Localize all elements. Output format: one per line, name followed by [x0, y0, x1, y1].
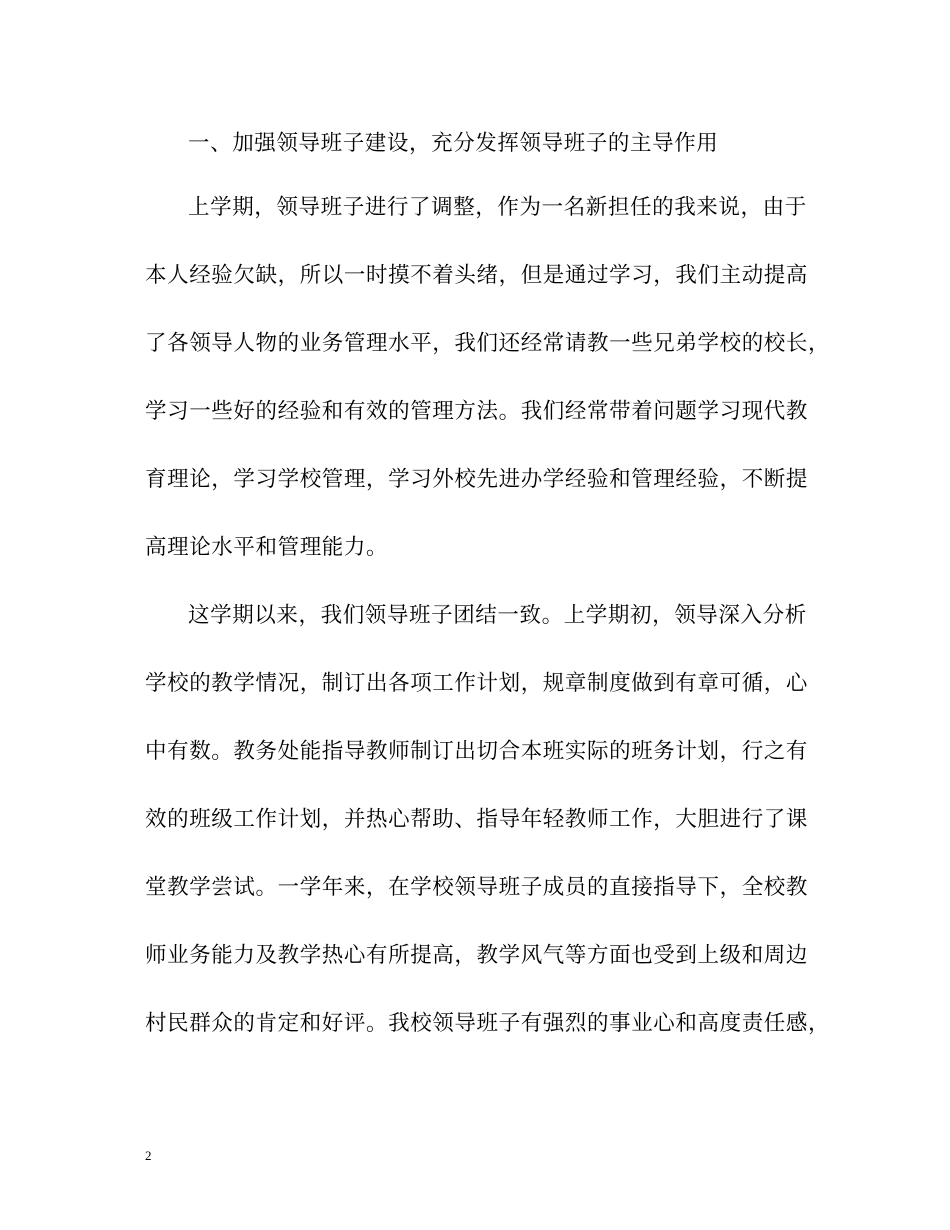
paragraph-line: 学习一些好的经验和有效的管理方法。我们经常带着问题学习现代教 [145, 399, 809, 424]
paragraph-line: 效的班级工作计划，并热心帮助、指导年轻教师工作，大胆进行了课 [145, 807, 809, 832]
paragraph-line: 学校的教学情况，制订出各项工作计划，规章制度做到有章可循，心 [145, 671, 809, 696]
paragraph-line: 村民群众的肯定和好评。我校领导班子有强烈的事业心和高度责任感， [145, 1011, 831, 1036]
paragraph-line: 堂教学尝试。一学年来，在学校领导班子成员的直接指导下，全校教 [145, 875, 809, 900]
paragraph-line: 育理论，学习学校管理，学习外校先进办学经验和管理经验，不断提 [145, 467, 809, 492]
paragraph-line: 了各领导人物的业务管理水平，我们还经常请教一些兄弟学校的校长， [145, 331, 831, 356]
paragraph-line: 上学期，领导班子进行了调整，作为一名新担任的我来说，由于 [188, 195, 807, 220]
paragraph-line: 中有数。教务处能指导教师制订出切合本班实际的班务计划，行之有 [145, 739, 809, 764]
section-heading: 一、加强领导班子建设，充分发挥领导班子的主导作用 [188, 131, 719, 156]
page-number: 2 [145, 1148, 152, 1163]
paragraph-line: 高理论水平和管理能力。 [145, 535, 389, 560]
paragraph-line: 本人经验欠缺，所以一时摸不着头绪，但是通过学习，我们主动提高 [145, 263, 809, 288]
paragraph-line: 师业务能力及教学热心有所提高，教学风气等方面也受到上级和周边 [145, 943, 809, 968]
paragraph-line: 这学期以来，我们领导班子团结一致。上学期初，领导深入分析 [188, 603, 807, 628]
